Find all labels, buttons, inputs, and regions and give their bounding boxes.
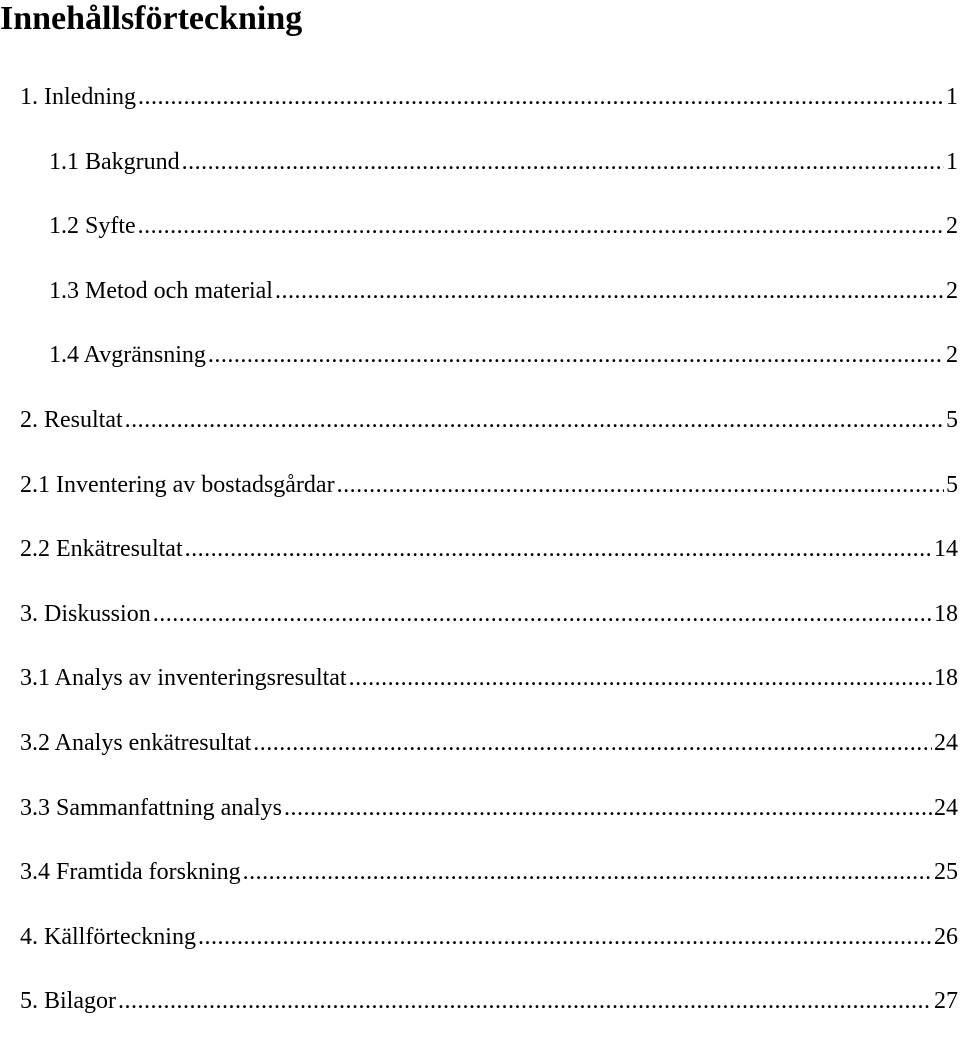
toc-entry[interactable]	[0, 402, 960, 467]
toc-page-number[interactable]: 2	[946, 342, 958, 369]
toc-entry[interactable]	[0, 919, 960, 984]
toc-entry[interactable]	[0, 725, 960, 790]
toc-entry[interactable]	[0, 273, 960, 338]
toc-entry[interactable]	[0, 467, 960, 532]
toc-page-number[interactable]: 14	[934, 536, 958, 563]
toc-dot-leader	[138, 208, 944, 244]
toc-entry[interactable]	[0, 983, 960, 1048]
toc-entry-label[interactable]: 1.2 Syfte	[49, 213, 136, 240]
toc-entry[interactable]	[0, 337, 960, 402]
toc-page-number[interactable]: 5	[946, 471, 958, 498]
toc-page-number[interactable]: 18	[934, 600, 958, 627]
toc-dot-leader	[153, 596, 932, 632]
toc-entry-label[interactable]: 3.1 Analys av inventeringsresultat	[20, 665, 347, 692]
toc-entry[interactable]	[0, 660, 960, 725]
toc-page-number[interactable]: 26	[934, 923, 958, 950]
toc-entry-label[interactable]: 1. Inledning	[20, 84, 136, 110]
toc-page-number[interactable]: 24	[934, 794, 958, 821]
toc-page-number[interactable]: 1	[946, 148, 958, 175]
toc-dot-leader	[182, 144, 944, 180]
toc-dot-leader	[198, 919, 932, 955]
toc-entry[interactable]	[0, 79, 960, 144]
toc-entry-label[interactable]: 2.1 Inventering av bostadsgårdar	[20, 471, 335, 498]
table-of-contents	[0, 79, 960, 1048]
toc-page-number[interactable]: 1	[946, 84, 958, 110]
toc-entry-label[interactable]: 1.4 Avgränsning	[49, 342, 206, 369]
toc-page-number[interactable]: 27	[934, 988, 958, 1015]
toc-entry-label[interactable]: 4. Källförteckning	[20, 923, 196, 950]
toc-dot-leader	[243, 854, 932, 890]
toc-dot-leader	[284, 790, 932, 826]
toc-dot-leader	[253, 725, 932, 761]
toc-entry-label[interactable]: 3.2 Analys enkätresultat	[20, 729, 252, 756]
toc-entry[interactable]	[0, 596, 960, 661]
toc-entry-label[interactable]: 3. Diskussion	[20, 600, 151, 627]
toc-entry-label[interactable]: 2.2 Enkätresultat	[20, 536, 183, 563]
toc-dot-leader	[275, 273, 944, 309]
toc-dot-leader	[138, 79, 944, 115]
toc-dot-leader	[185, 531, 932, 567]
toc-entry[interactable]	[0, 144, 960, 209]
toc-page-number[interactable]: 5	[946, 406, 958, 433]
toc-entry[interactable]	[0, 531, 960, 596]
toc-entry-label[interactable]: 3.3 Sammanfattning analys	[20, 794, 282, 821]
toc-entry-label[interactable]: 1.3 Metod och material	[49, 277, 273, 304]
toc-page-number[interactable]: 25	[934, 859, 958, 886]
toc-dot-leader	[125, 402, 944, 438]
toc-entry-label[interactable]: 1.1 Bakgrund	[49, 148, 180, 175]
toc-entry[interactable]	[0, 854, 960, 919]
toc-page-number[interactable]: 24	[934, 729, 958, 756]
toc-entry[interactable]	[0, 208, 960, 273]
toc-entry-label[interactable]: 2. Resultat	[20, 406, 123, 433]
toc-dot-leader	[349, 660, 932, 696]
toc-entry-label[interactable]: 3.4 Framtida forskning	[20, 859, 241, 886]
toc-page-number[interactable]: 2	[946, 213, 958, 240]
toc-dot-leader	[208, 337, 944, 373]
toc-dot-leader	[337, 467, 944, 503]
toc-entry-label[interactable]: 5. Bilagor	[20, 988, 116, 1015]
toc-page-number[interactable]: 18	[934, 665, 958, 692]
toc-entry[interactable]	[0, 790, 960, 855]
toc-page-number[interactable]: 2	[946, 277, 958, 304]
page-title: Innehållsförteckning	[0, 0, 303, 37]
